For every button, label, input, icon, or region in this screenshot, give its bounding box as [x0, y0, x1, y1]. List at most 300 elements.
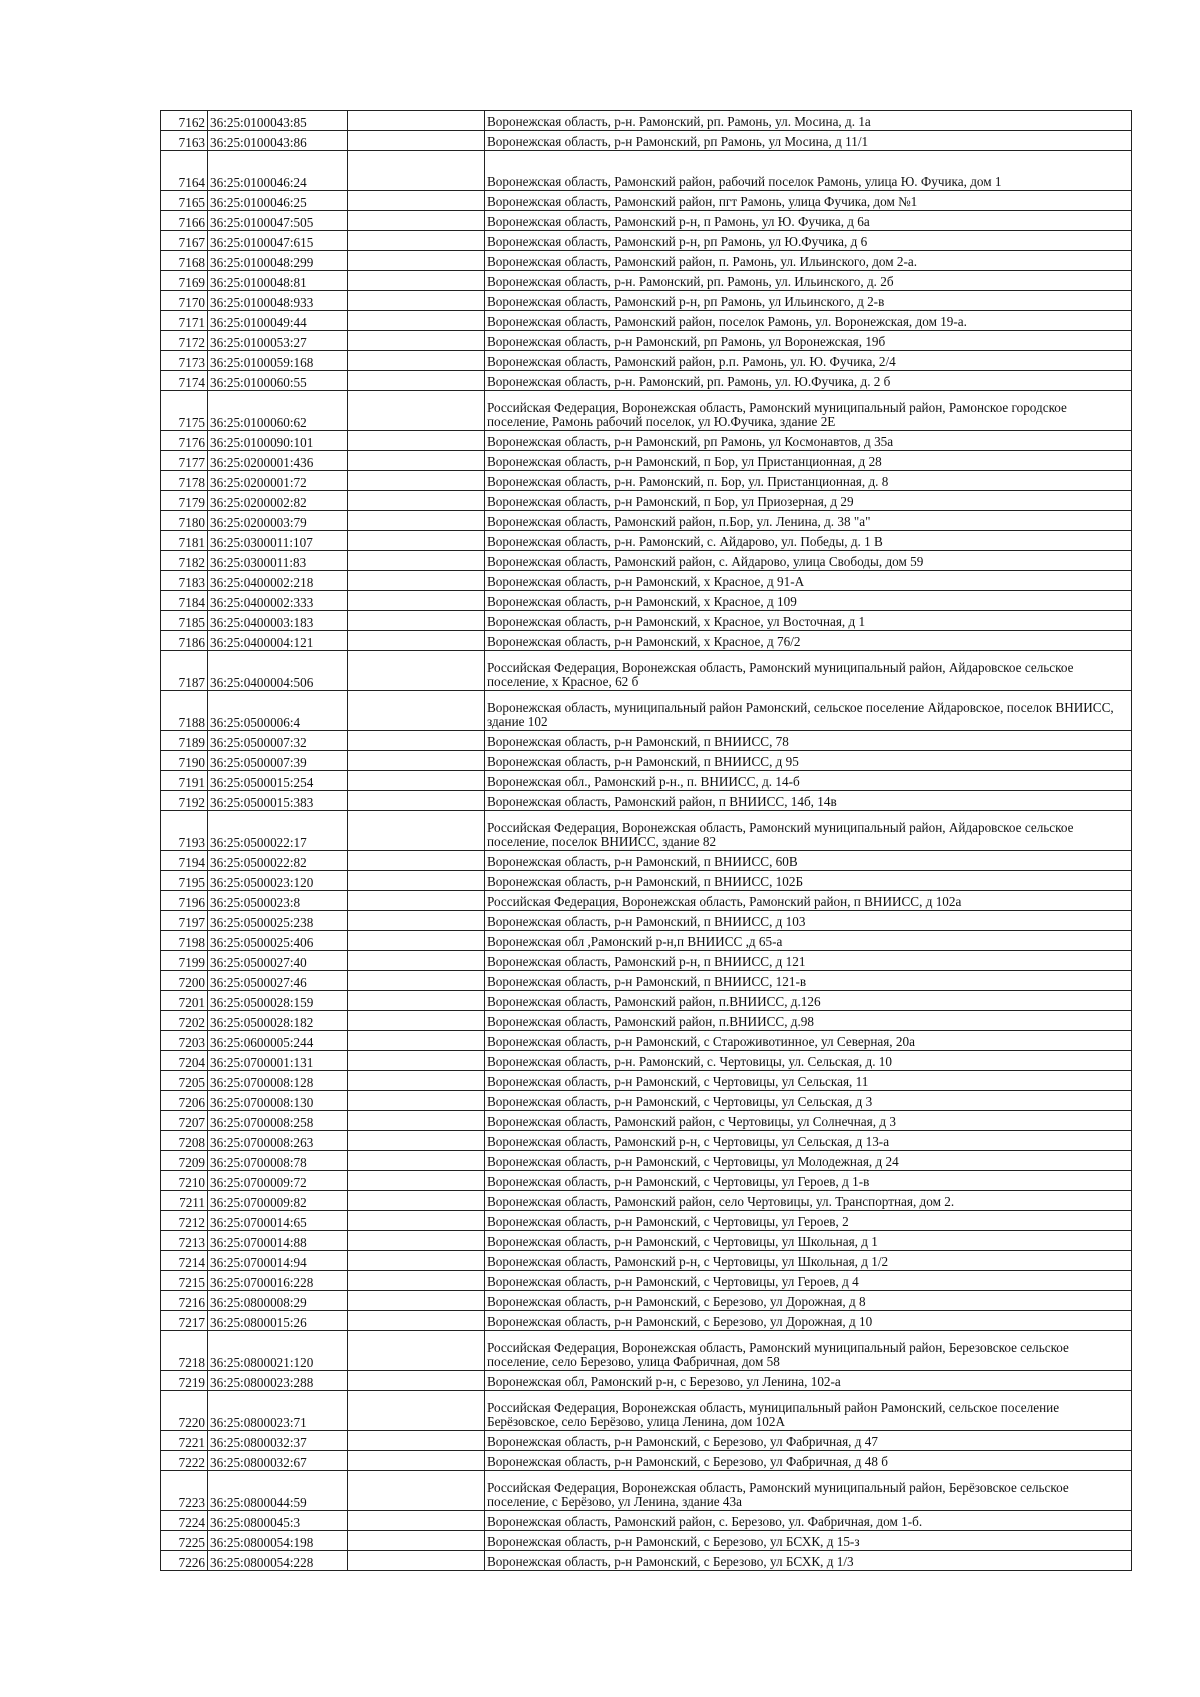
table-row — [161, 1271, 1132, 1291]
address: Воронежская область, Рамонский р-н, рп Рамонь, ул Ильинского, д 2-в — [485, 291, 1132, 311]
address: Воронежская область, Рамонский район, р.п. Рамонь, ул. Ю. Фучика, 2/4 — [485, 351, 1132, 371]
table-row — [161, 211, 1132, 231]
table-row — [161, 351, 1132, 371]
empty-cell — [348, 511, 485, 531]
address: Воронежская область, р-н Рамонский, с Чертовицы, ул Героев, д 1-в — [485, 1171, 1132, 1191]
row-number: 7198 — [161, 931, 208, 951]
cadastral-number: 36:25:0800054:228 — [208, 1551, 348, 1571]
address: Воронежская область, р-н. Рамонский, с. Чертовицы, ул. Сельская, д. 10 — [485, 1051, 1132, 1071]
cadastral-number: 36:25:0500015:383 — [208, 791, 348, 811]
empty-cell — [348, 591, 485, 611]
row-number: 7221 — [161, 1431, 208, 1451]
empty-cell — [348, 1271, 485, 1291]
cadastral-number: 36:25:0100049:44 — [208, 311, 348, 331]
cadastral-number: 36:25:0200003:79 — [208, 511, 348, 531]
row-number: 7218 — [161, 1331, 208, 1371]
cadastral-number: 36:25:0400002:333 — [208, 591, 348, 611]
address: Воронежская область, р-н Рамонский, с Березово, ул БСХК, д 1/3 — [485, 1551, 1132, 1571]
address: Воронежская область, р-н Рамонский, рп Рамонь, ул Воронежская, 19б — [485, 331, 1132, 351]
table-row — [161, 1031, 1132, 1051]
address: Воронежская область, Рамонский р-н, с Чертовицы, ул Сельская, д 13-а — [485, 1131, 1132, 1151]
cadastral-number: 36:25:0800054:198 — [208, 1531, 348, 1551]
row-number: 7204 — [161, 1051, 208, 1071]
cadastral-number: 36:25:0800045:3 — [208, 1511, 348, 1531]
cadastral-number: 36:25:0400004:121 — [208, 631, 348, 651]
table-row — [161, 391, 1132, 431]
table-row — [161, 631, 1132, 651]
empty-cell — [348, 651, 485, 691]
table-row — [161, 1371, 1132, 1391]
cadastral-number: 36:25:0100043:86 — [208, 131, 348, 151]
table-row — [161, 271, 1132, 291]
empty-cell — [348, 1371, 485, 1391]
address: Воронежская область, р-н Рамонский, п ВНИИСС, 78 — [485, 731, 1132, 751]
table-row — [161, 1431, 1132, 1451]
address: Воронежская область, Рамонский район, село Чертовицы, ул. Транспортная, дом 2. — [485, 1191, 1132, 1211]
table-row — [161, 651, 1132, 691]
table-row — [161, 1231, 1132, 1251]
cadastral-number: 36:25:0700008:258 — [208, 1111, 348, 1131]
row-number: 7193 — [161, 811, 208, 851]
table-row — [161, 1531, 1132, 1551]
cadastral-number: 36:25:0100053:27 — [208, 331, 348, 351]
empty-cell — [348, 351, 485, 371]
row-number: 7195 — [161, 871, 208, 891]
cadastral-number: 36:25:0300011:107 — [208, 531, 348, 551]
address: Воронежская область, Рамонский район, поселок Рамонь, ул. Воронежская, дом 19-а. — [485, 311, 1132, 331]
address: Воронежская область, р-н Рамонский, с Чертовицы, ул Героев, 2 — [485, 1211, 1132, 1231]
address: Воронежская область, р-н Рамонский, х Красное, д 109 — [485, 591, 1132, 611]
table-row — [161, 1211, 1132, 1231]
address: Воронежская область, р-н Рамонский, п ВНИИСС, 60В — [485, 851, 1132, 871]
address: Воронежская область, р-н Рамонский, с Чертовицы, ул Школьная, д 1 — [485, 1231, 1132, 1251]
row-number: 7171 — [161, 311, 208, 331]
row-number: 7179 — [161, 491, 208, 511]
cadastral-number: 36:25:0500022:82 — [208, 851, 348, 871]
cadastral-number: 36:25:0400003:183 — [208, 611, 348, 631]
address: Воронежская обл., Рамонский р-н., п. ВНИИСС, д. 14-б — [485, 771, 1132, 791]
cadastral-number: 36:25:0800023:288 — [208, 1371, 348, 1391]
empty-cell — [348, 1311, 485, 1331]
empty-cell — [348, 571, 485, 591]
address: Воронежская область, р-н. Рамонский, п. Бор, ул. Пристанционная, д. 8 — [485, 471, 1132, 491]
cadastral-number: 36:25:0700001:131 — [208, 1051, 348, 1071]
table-row — [161, 1311, 1132, 1331]
row-number: 7220 — [161, 1391, 208, 1431]
cadastral-number: 36:25:0800044:59 — [208, 1471, 348, 1511]
empty-cell — [348, 291, 485, 311]
row-number: 7205 — [161, 1071, 208, 1091]
row-number: 7187 — [161, 651, 208, 691]
empty-cell — [348, 851, 485, 871]
empty-cell — [348, 231, 485, 251]
address: Воронежская область, р-н Рамонский, п ВНИИСС, 121-в — [485, 971, 1132, 991]
cadastral-number: 36:25:0100047:615 — [208, 231, 348, 251]
empty-cell — [348, 151, 485, 191]
empty-cell — [348, 871, 485, 891]
row-number: 7167 — [161, 231, 208, 251]
table-row — [161, 791, 1132, 811]
table-row — [161, 491, 1132, 511]
cadastral-number: 36:25:0800021:120 — [208, 1331, 348, 1371]
address: Воронежская область, Рамонский район, п. Рамонь, ул. Ильинского, дом 2-а. — [485, 251, 1132, 271]
table-row — [161, 151, 1132, 191]
address: Воронежская область, р-н Рамонский, с Березово, ул Дорожная, д 8 — [485, 1291, 1132, 1311]
address: Воронежская область, р-н Рамонский, с Березово, ул Фабричная, д 47 — [485, 1431, 1132, 1451]
empty-cell — [348, 631, 485, 651]
table-row — [161, 451, 1132, 471]
cadastral-number: 36:25:0800032:37 — [208, 1431, 348, 1451]
row-number: 7206 — [161, 1091, 208, 1111]
table-row — [161, 1391, 1132, 1431]
empty-cell — [348, 111, 485, 131]
row-number: 7189 — [161, 731, 208, 751]
empty-cell — [348, 311, 485, 331]
table-row — [161, 371, 1132, 391]
empty-cell — [348, 991, 485, 1011]
address: Воронежская область, Рамонский район, п.ВНИИСС, д.126 — [485, 991, 1132, 1011]
empty-cell — [348, 1191, 485, 1211]
table-row — [161, 1251, 1132, 1271]
table-row — [161, 1331, 1132, 1371]
empty-cell — [348, 1551, 485, 1571]
table-row — [161, 911, 1132, 931]
empty-cell — [348, 1431, 485, 1451]
table-row — [161, 1471, 1132, 1511]
empty-cell — [348, 431, 485, 451]
cadastral-number: 36:25:0200001:72 — [208, 471, 348, 491]
table-row — [161, 771, 1132, 791]
cadastral-number: 36:25:0500028:159 — [208, 991, 348, 1011]
row-number: 7200 — [161, 971, 208, 991]
table-row — [161, 871, 1132, 891]
cadastral-number: 36:25:0100048:933 — [208, 291, 348, 311]
empty-cell — [348, 211, 485, 231]
empty-cell — [348, 951, 485, 971]
empty-cell — [348, 731, 485, 751]
table-row — [161, 691, 1132, 731]
row-number: 7163 — [161, 131, 208, 151]
empty-cell — [348, 971, 485, 991]
empty-cell — [348, 1171, 485, 1191]
table-row — [161, 591, 1132, 611]
cadastral-number: 36:25:0100060:62 — [208, 391, 348, 431]
table-row — [161, 1171, 1132, 1191]
cadastral-number: 36:25:0700014:65 — [208, 1211, 348, 1231]
empty-cell — [348, 1011, 485, 1031]
row-number: 7203 — [161, 1031, 208, 1051]
row-number: 7217 — [161, 1311, 208, 1331]
cadastral-number: 36:25:0100048:299 — [208, 251, 348, 271]
row-number: 7201 — [161, 991, 208, 1011]
cadastral-number: 36:25:0700008:263 — [208, 1131, 348, 1151]
address: Воронежская область, р-н Рамонский, рп Рамонь, ул Космонавтов, д 35а — [485, 431, 1132, 451]
row-number: 7224 — [161, 1511, 208, 1531]
address: Российская Федерация, Воронежская область, Рамонский муниципальный район, Берёзовское сельское поселение, с Берёзово, ул Ленина, здание 43а — [485, 1471, 1132, 1511]
row-number: 7214 — [161, 1251, 208, 1271]
address: Воронежская область, р-н Рамонский, х Красное, д 91-А — [485, 571, 1132, 591]
table-row — [161, 1551, 1132, 1571]
row-number: 7181 — [161, 531, 208, 551]
cadastral-number: 36:25:0500007:39 — [208, 751, 348, 771]
cadastral-number: 36:25:0700008:78 — [208, 1151, 348, 1171]
row-number: 7226 — [161, 1551, 208, 1571]
row-number: 7170 — [161, 291, 208, 311]
empty-cell — [348, 1511, 485, 1531]
cadastral-number: 36:25:0700009:72 — [208, 1171, 348, 1191]
table-row — [161, 431, 1132, 451]
address: Воронежская область, р-н. Рамонский, с. Айдарово, ул. Победы, д. 1 В — [485, 531, 1132, 551]
empty-cell — [348, 1091, 485, 1111]
empty-cell — [348, 1051, 485, 1071]
address: Воронежская область, муниципальный район Рамонский, сельское поселение Айдаровское, поселок ВНИИСС, здание 102 — [485, 691, 1132, 731]
table-row — [161, 1151, 1132, 1171]
address: Воронежская область, р-н Рамонский, с Березово, ул БСХК, д 15-з — [485, 1531, 1132, 1551]
address: Российская Федерация, Воронежская область, Рамонский район, п ВНИИСС, д 102а — [485, 891, 1132, 911]
table-row — [161, 811, 1132, 851]
cadastral-number: 36:25:0700008:128 — [208, 1071, 348, 1091]
empty-cell — [348, 791, 485, 811]
table-row — [161, 471, 1132, 491]
row-number: 7184 — [161, 591, 208, 611]
empty-cell — [348, 531, 485, 551]
address: Воронежская область, Рамонский район, с. Айдарово, улица Свободы, дом 59 — [485, 551, 1132, 571]
cadastral-number: 36:25:0100048:81 — [208, 271, 348, 291]
table-row — [161, 191, 1132, 211]
address: Воронежская область, р-н Рамонский, с Чертовицы, ул Молодежная, д 24 — [485, 1151, 1132, 1171]
cadastral-number: 36:25:0500007:32 — [208, 731, 348, 751]
address: Воронежская область, Рамонский р-н, п ВНИИСС, д 121 — [485, 951, 1132, 971]
cadastral-number: 36:25:0100059:168 — [208, 351, 348, 371]
address: Воронежская область, р-н. Рамонский, рп. Рамонь, ул. Мосина, д. 1а — [485, 111, 1132, 131]
table-row — [161, 531, 1132, 551]
empty-cell — [348, 1471, 485, 1511]
cadastral-number: 36:25:0500023:8 — [208, 891, 348, 911]
cadastral-number: 36:25:0700014:88 — [208, 1231, 348, 1251]
table-row — [161, 991, 1132, 1011]
row-number: 7175 — [161, 391, 208, 431]
row-number: 7183 — [161, 571, 208, 591]
address: Воронежская область, р-н Рамонский, с Березово, ул Фабричная, д 48 б — [485, 1451, 1132, 1471]
row-number: 7199 — [161, 951, 208, 971]
empty-cell — [348, 771, 485, 791]
cadastral-number: 36:25:0500006:4 — [208, 691, 348, 731]
cadastral-number: 36:25:0700008:130 — [208, 1091, 348, 1111]
cadastral-number: 36:25:0500027:46 — [208, 971, 348, 991]
empty-cell — [348, 1331, 485, 1371]
address: Воронежская область, Рамонский р-н, с Чертовицы, ул Школьная, д 1/2 — [485, 1251, 1132, 1271]
empty-cell — [348, 1251, 485, 1271]
table-row — [161, 551, 1132, 571]
cadastral-number: 36:25:0700009:82 — [208, 1191, 348, 1211]
empty-cell — [348, 131, 485, 151]
row-number: 7225 — [161, 1531, 208, 1551]
cadastral-number: 36:25:0300011:83 — [208, 551, 348, 571]
table-row — [161, 231, 1132, 251]
empty-cell — [348, 1531, 485, 1551]
cadastral-number: 36:25:0100090:101 — [208, 431, 348, 451]
address: Воронежская область, р-н Рамонский, рп Рамонь, ул Мосина, д 11/1 — [485, 131, 1132, 151]
address: Воронежская область, Рамонский р-н, п Рамонь, ул Ю. Фучика, д 6а — [485, 211, 1132, 231]
cadastral-number: 36:25:0500025:238 — [208, 911, 348, 931]
row-number: 7165 — [161, 191, 208, 211]
cadastral-number: 36:25:0100046:24 — [208, 151, 348, 191]
empty-cell — [348, 891, 485, 911]
cadastral-number: 36:25:0800032:67 — [208, 1451, 348, 1471]
cadastral-number: 36:25:0500028:182 — [208, 1011, 348, 1031]
address: Воронежская область, р-н Рамонский, п Бор, ул Приозерная, д 29 — [485, 491, 1132, 511]
address: Воронежская область, Рамонский район, п.ВНИИСС, д.98 — [485, 1011, 1132, 1031]
empty-cell — [348, 911, 485, 931]
row-number: 7185 — [161, 611, 208, 631]
address: Воронежская область, Рамонский район, п.Бор, ул. Ленина, д. 38 "а" — [485, 511, 1132, 531]
cadastral-table — [160, 110, 1132, 1571]
row-number: 7197 — [161, 911, 208, 931]
address: Воронежская область, р-н Рамонский, с Староживотинное, ул Северная, 20а — [485, 1031, 1132, 1051]
row-number: 7196 — [161, 891, 208, 911]
empty-cell — [348, 191, 485, 211]
empty-cell — [348, 691, 485, 731]
row-number: 7202 — [161, 1011, 208, 1031]
row-number: 7223 — [161, 1471, 208, 1511]
empty-cell — [348, 611, 485, 631]
row-number: 7216 — [161, 1291, 208, 1311]
address: Воронежская область, Рамонский р-н, рп Рамонь, ул Ю.Фучика, д 6 — [485, 231, 1132, 251]
empty-cell — [348, 1451, 485, 1471]
empty-cell — [348, 1131, 485, 1151]
table-row — [161, 891, 1132, 911]
cadastral-number: 36:25:0700014:94 — [208, 1251, 348, 1271]
empty-cell — [348, 1211, 485, 1231]
row-number: 7166 — [161, 211, 208, 231]
address: Воронежская область, р-н Рамонский, п ВНИИСС, 102Б — [485, 871, 1132, 891]
table-row — [161, 1291, 1132, 1311]
empty-cell — [348, 271, 485, 291]
cadastral-number: 36:25:0400002:218 — [208, 571, 348, 591]
address: Воронежская обл ,Рамонский р-н,п ВНИИСС ,д 65-а — [485, 931, 1132, 951]
row-number: 7172 — [161, 331, 208, 351]
address: Российская Федерация, Воронежская область, муниципальный район Рамонский, сельское поселение Берёзовское, село Берёзово, улица Ленина, дом 102А — [485, 1391, 1132, 1431]
address: Воронежская область, р-н Рамонский, с Чертовицы, ул Сельская, д 3 — [485, 1091, 1132, 1111]
table-row — [161, 291, 1132, 311]
table-row — [161, 971, 1132, 991]
row-number: 7182 — [161, 551, 208, 571]
empty-cell — [348, 1031, 485, 1051]
table-row — [161, 1131, 1132, 1151]
address: Российская Федерация, Воронежская область, Рамонский муниципальный район, Айдаровское сельское поселение, поселок ВНИИСС, здание 82 — [485, 811, 1132, 851]
cadastral-number: 36:25:0600005:244 — [208, 1031, 348, 1051]
cadastral-table-body — [161, 111, 1132, 1571]
table-row — [161, 511, 1132, 531]
table-row — [161, 751, 1132, 771]
row-number: 7212 — [161, 1211, 208, 1231]
address: Воронежская область, Рамонский район, рабочий поселок Рамонь, улица Ю. Фучика, дом 1 — [485, 151, 1132, 191]
address: Воронежская обл, Рамонский р-н, с Березово, ул Ленина, 102-а — [485, 1371, 1132, 1391]
row-number: 7209 — [161, 1151, 208, 1171]
table-row — [161, 1091, 1132, 1111]
address: Российская Федерация, Воронежская область, Рамонский муниципальный район, Березовское сельское поселение, село Березово, улица Фабричная, дом 58 — [485, 1331, 1132, 1371]
table-row — [161, 731, 1132, 751]
table-row — [161, 251, 1132, 271]
table-row — [161, 111, 1132, 131]
row-number: 7215 — [161, 1271, 208, 1291]
empty-cell — [348, 1111, 485, 1131]
empty-cell — [348, 1391, 485, 1431]
row-number: 7169 — [161, 271, 208, 291]
row-number: 7176 — [161, 431, 208, 451]
empty-cell — [348, 391, 485, 431]
cadastral-number: 36:25:0800015:26 — [208, 1311, 348, 1331]
row-number: 7188 — [161, 691, 208, 731]
cadastral-number: 36:25:0100043:85 — [208, 111, 348, 131]
address: Воронежская область, р-н Рамонский, п ВНИИСС, д 95 — [485, 751, 1132, 771]
row-number: 7208 — [161, 1131, 208, 1151]
table-row — [161, 1071, 1132, 1091]
row-number: 7192 — [161, 791, 208, 811]
row-number: 7178 — [161, 471, 208, 491]
address: Воронежская область, р-н Рамонский, п Бор, ул Пристанционная, д 28 — [485, 451, 1132, 471]
table-row — [161, 131, 1132, 151]
table-row — [161, 571, 1132, 591]
row-number: 7186 — [161, 631, 208, 651]
cadastral-number: 36:25:0500025:406 — [208, 931, 348, 951]
address: Воронежская область, р-н Рамонский, х Красное, ул Восточная, д 1 — [485, 611, 1132, 631]
empty-cell — [348, 451, 485, 471]
empty-cell — [348, 471, 485, 491]
row-number: 7164 — [161, 151, 208, 191]
row-number: 7194 — [161, 851, 208, 871]
empty-cell — [348, 1151, 485, 1171]
address: Воронежская область, Рамонский район, пгт Рамонь, улица Фучика, дом №1 — [485, 191, 1132, 211]
empty-cell — [348, 1231, 485, 1251]
cadastral-number: 36:25:0100047:505 — [208, 211, 348, 231]
address: Воронежская область, Рамонский район, с Чертовицы, ул Солнечная, д 3 — [485, 1111, 1132, 1131]
row-number: 7191 — [161, 771, 208, 791]
table-row — [161, 1451, 1132, 1471]
row-number: 7222 — [161, 1451, 208, 1471]
row-number: 7173 — [161, 351, 208, 371]
cadastral-number: 36:25:0800008:29 — [208, 1291, 348, 1311]
table-row — [161, 1011, 1132, 1031]
cadastral-number: 36:25:0200001:436 — [208, 451, 348, 471]
empty-cell — [348, 1291, 485, 1311]
address: Воронежская область, Рамонский район, п ВНИИСС, 14б, 14в — [485, 791, 1132, 811]
row-number: 7168 — [161, 251, 208, 271]
address: Воронежская область, р-н Рамонский, с Березово, ул Дорожная, д 10 — [485, 1311, 1132, 1331]
cadastral-number: 36:25:0500015:254 — [208, 771, 348, 791]
table-row — [161, 931, 1132, 951]
table-row — [161, 1111, 1132, 1131]
cadastral-number: 36:25:0800023:71 — [208, 1391, 348, 1431]
empty-cell — [348, 1071, 485, 1091]
row-number: 7210 — [161, 1171, 208, 1191]
empty-cell — [348, 931, 485, 951]
table-row — [161, 331, 1132, 351]
table-row — [161, 1191, 1132, 1211]
row-number: 7190 — [161, 751, 208, 771]
empty-cell — [348, 751, 485, 771]
row-number: 7219 — [161, 1371, 208, 1391]
row-number: 7180 — [161, 511, 208, 531]
cadastral-number: 36:25:0100060:55 — [208, 371, 348, 391]
empty-cell — [348, 491, 485, 511]
cadastral-number: 36:25:0400004:506 — [208, 651, 348, 691]
empty-cell — [348, 371, 485, 391]
address: Российская Федерация, Воронежская область, Рамонский муниципальный район, Айдаровское сельское поселение, х Красное, 62 б — [485, 651, 1132, 691]
table-row — [161, 311, 1132, 331]
address: Воронежская область, р-н Рамонский, х Красное, д 76/2 — [485, 631, 1132, 651]
row-number: 7211 — [161, 1191, 208, 1211]
